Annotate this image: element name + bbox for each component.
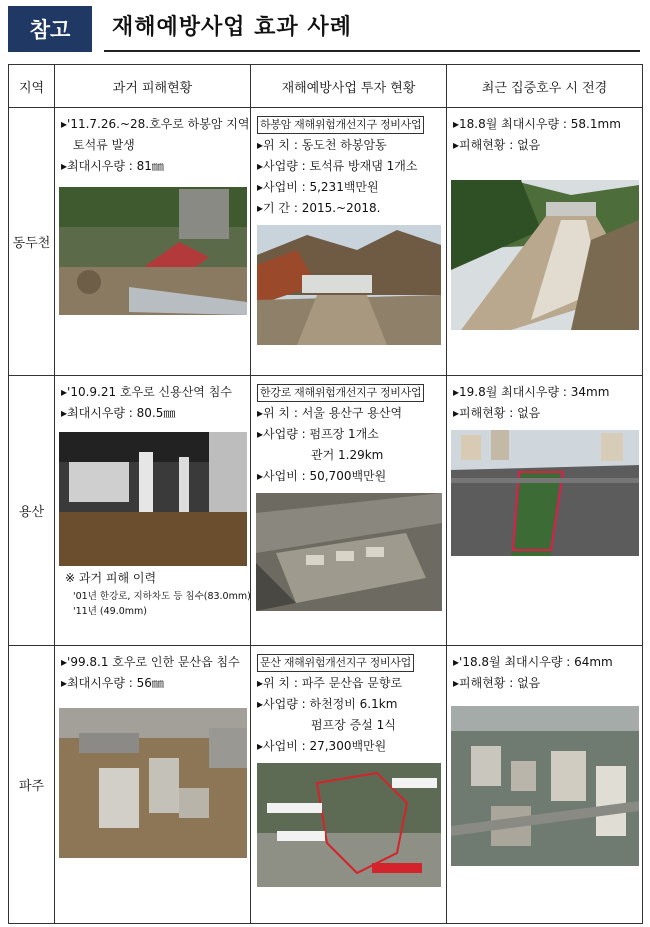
past-line: ▸'10.9.21 호우로 신용산역 침수: [61, 385, 232, 399]
region-cell: 용산: [9, 376, 55, 646]
invest-line: ▸사업량 : 하천정비 6.1km: [257, 697, 398, 711]
invest-line: ▸사업비 : 27,300백만원: [257, 739, 387, 753]
invest-line: 관거 1.29km: [311, 448, 384, 462]
recent-line: ▸피해현황 : 없음: [453, 676, 541, 690]
history-item: '11년 (49.0mm): [73, 606, 147, 617]
past-cell: [55, 376, 251, 646]
project-name-box: 문산 재해위험개선지구 정비사업: [257, 654, 414, 672]
page-title: 재해예방사업 효과 사례: [112, 15, 352, 40]
table-row-paju: [9, 646, 643, 924]
recent-cell: [447, 108, 643, 376]
col-header-past: 과거 피해현황: [55, 65, 251, 108]
col-header-invest: 재해예방사업 투자 현황: [251, 65, 447, 108]
page-header: [8, 6, 640, 52]
cases-table: [8, 64, 643, 924]
past-line: ▸최대시우량 : 56㎜: [61, 676, 164, 690]
invest-line: ▸사업비 : 50,700백만원: [257, 469, 387, 483]
invest-cell: [251, 108, 447, 376]
project-name-box: 한강로 재해위험개선지구 정비사업: [257, 384, 424, 402]
past-line: ▸'99.8.1 호우로 인한 문산읍 침수: [61, 655, 240, 669]
table-row-yongsan: [9, 376, 643, 646]
invest-line: ▸위 치 : 파주 문산읍 문향로: [257, 676, 403, 690]
recent-line: ▸18.8월 최대시우량 : 58.1mm: [453, 117, 621, 131]
col-header-recent: 최근 집중호우 시 전경: [447, 65, 643, 108]
town-aerial-photo: [451, 706, 639, 866]
invest-line: ▸사업비 : 5,231백만원: [257, 180, 379, 194]
debris-dam-photo: [257, 225, 441, 345]
invest-line: ▸사업량 : 토석류 방재댐 1개소: [257, 159, 418, 173]
pump-station-aerial-photo: [256, 493, 442, 611]
past-line: ▸최대시우량 : 81㎜: [61, 159, 164, 173]
invest-cell: [251, 376, 447, 646]
title-underline: [104, 50, 640, 52]
past-cell: [55, 646, 251, 924]
region-cell: 파주: [9, 646, 55, 924]
recent-line: ▸'18.8월 최대시우량 : 64mm: [453, 655, 613, 669]
invest-line: 펌프장 증설 1식: [311, 718, 396, 732]
project-site-map-photo: [257, 763, 441, 887]
flooded-town-photo: [59, 708, 247, 858]
flooded-station-photo: [59, 432, 247, 566]
history-note-title: ※ 과거 피해 이력: [65, 571, 157, 585]
history-item: '01년 한강로, 지하차도 등 침수(83.0mm): [73, 591, 251, 602]
table-row-dongducheon: [9, 108, 643, 376]
road-aerial-photo: [451, 430, 639, 556]
table-header-row: [9, 65, 643, 108]
past-line: ▸'11.7.26.~28.호우로 하봉암 지역: [61, 117, 250, 131]
river-flood-photo: [451, 180, 639, 330]
invest-line: ▸위 치 : 동도천 하봉암동: [257, 138, 387, 152]
recent-line: ▸19.8월 최대시우량 : 34mm: [453, 385, 610, 399]
invest-line: ▸기 간 : 2015.~2018.: [257, 201, 381, 215]
past-cell: [55, 108, 251, 376]
col-header-region: 지역: [9, 65, 55, 108]
recent-line: ▸피해현황 : 없음: [453, 138, 541, 152]
past-line: ▸최대시우량 : 80.5㎜: [61, 406, 176, 420]
region-cell: 동두천: [9, 108, 55, 376]
invest-line: ▸위 치 : 서울 용산구 용산역: [257, 406, 403, 420]
recent-cell: [447, 646, 643, 924]
landslide-damage-photo: [59, 187, 247, 315]
reference-tag: 참고: [8, 6, 92, 52]
invest-line: ▸사업량 : 펌프장 1개소: [257, 427, 379, 441]
past-line: 토석류 발생: [73, 138, 135, 152]
project-name-box: 하봉암 재해위험개선지구 정비사업: [257, 116, 424, 134]
recent-cell: [447, 376, 643, 646]
invest-cell: [251, 646, 447, 924]
recent-line: ▸피해현황 : 없음: [453, 406, 541, 420]
